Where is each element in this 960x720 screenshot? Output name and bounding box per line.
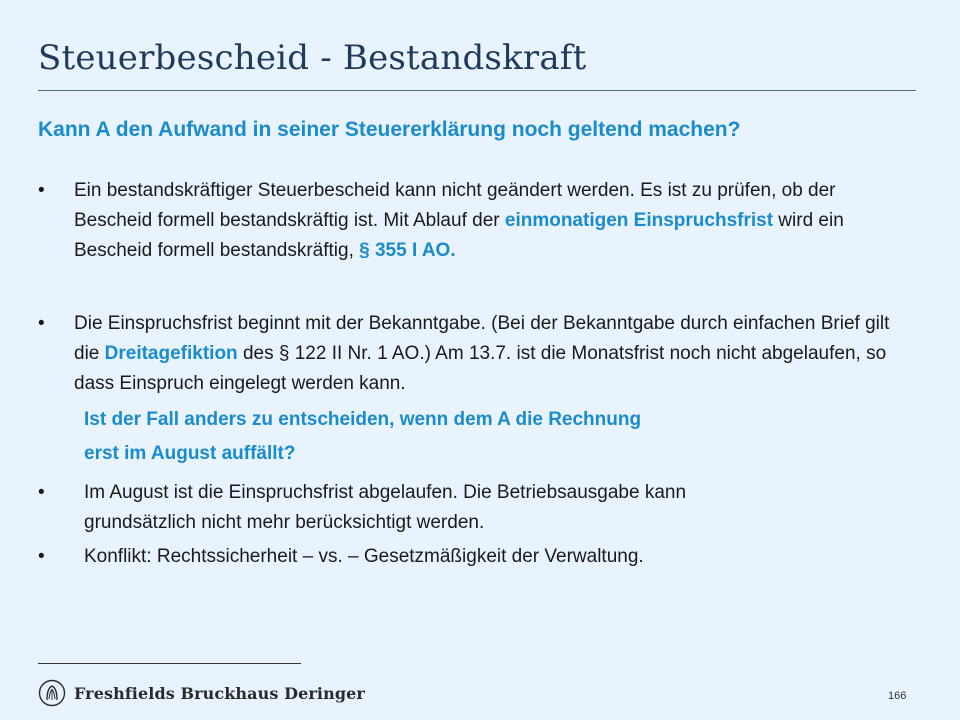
bullet-1-part-2: wird ein Bescheid formell bestandskräftig,	[74, 210, 844, 261]
bullet-4	[38, 542, 898, 572]
sub-question-line-2: erst im August auffällt?	[84, 443, 296, 464]
bullet-3-text: Im August ist die Einspruchsfrist abgelaufen. Die Betriebsausgabe kann grundsätzlich nicht mehr berücksichtigt werden.	[84, 482, 687, 533]
footer-divider	[38, 663, 301, 664]
logo-wordmark: Freshfields Bruckhaus Deringer	[74, 683, 365, 703]
bullet-marker: •	[38, 546, 45, 567]
freshfields-crest-icon	[38, 679, 66, 707]
sub-question-line-1: Ist der Fall anders zu entscheiden, wenn dem A die Rechnung	[84, 409, 642, 430]
bullet-1-highlight-2: § 355 I AO.	[359, 240, 456, 261]
bullet-2-part-1: Die Einspruchsfrist beginnt mit der Bekanntgabe. (Bei der Bekanntgabe durch einfachen Brief gilt die	[74, 313, 890, 364]
bullet-marker: •	[38, 313, 45, 334]
company-logo	[38, 679, 365, 707]
bullet-marker: •	[38, 482, 45, 503]
bullet-2-text	[38, 309, 898, 399]
page-number: 166	[888, 690, 907, 702]
bullet-2-highlight-1: Dreitagefiktion	[104, 343, 238, 364]
bullet-marker: •	[38, 180, 45, 201]
main-question: Kann A den Aufwand in seiner Steuererklärung noch geltend machen?	[38, 118, 741, 141]
bullet-2-part-2: des § 122 II Nr. 1 AO.) Am 13.7. ist die Monatsfrist noch nicht abgelaufen, so dass Einspruch eingelegt werden kann.	[74, 343, 887, 394]
bullet-1-highlight-1: einmonatigen Einspruchsfrist	[504, 210, 774, 231]
bullet-2	[38, 309, 898, 399]
bullet-3	[38, 478, 898, 538]
bullet-1-part-1: Ein bestandskräftiger Steuerbescheid kann nicht geändert werden. Es ist zu prüfen, ob der Bescheid formell bestandskräftig ist. Mit Ablauf der	[74, 180, 836, 231]
bullet-4-text: Konflikt: Rechtssicherheit – vs. – Gesetzmäßigkeit der Verwaltung.	[84, 546, 644, 567]
bullet-1-text	[38, 176, 898, 266]
bullet-1	[38, 176, 898, 266]
title-divider	[38, 90, 916, 91]
slide-title: Steuerbescheid - Bestandskraft	[38, 38, 587, 78]
